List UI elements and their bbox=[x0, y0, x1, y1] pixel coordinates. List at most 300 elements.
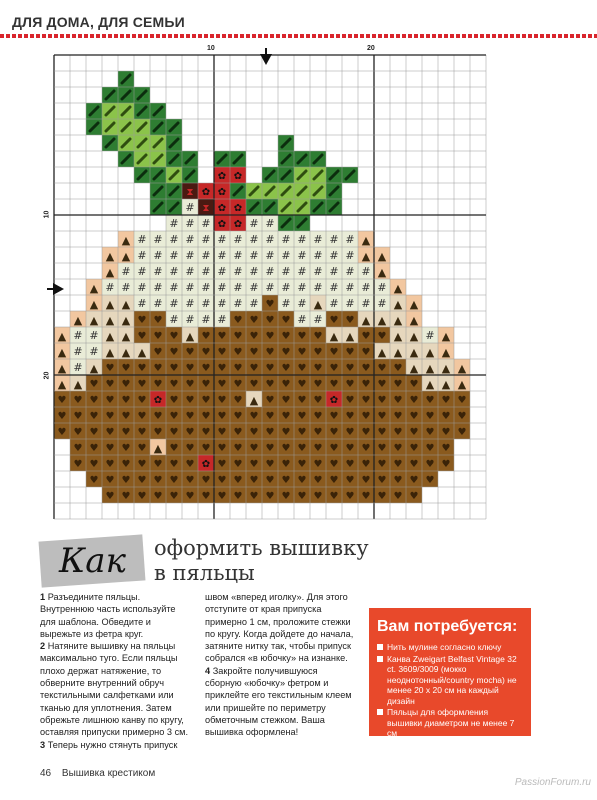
stitch-symbol: # bbox=[137, 249, 147, 262]
stitch-symbol: # bbox=[185, 265, 195, 278]
stitch-symbol: ♥ bbox=[361, 427, 371, 438]
stitch-symbol: ♥ bbox=[281, 475, 291, 486]
stitch-symbol: ♥ bbox=[121, 443, 131, 454]
materials-item-text: Фетр bbox=[387, 739, 407, 750]
stitch-symbol: ♥ bbox=[169, 475, 179, 486]
stitch-symbol: # bbox=[313, 281, 323, 294]
stitch-symbol: ♥ bbox=[233, 347, 243, 358]
bullet-icon bbox=[377, 709, 383, 715]
stitch-symbol: ♥ bbox=[105, 363, 115, 374]
stitch-symbol: ♥ bbox=[345, 491, 355, 502]
stitch-symbol: ♥ bbox=[265, 347, 275, 358]
stitch-symbol: ✿ bbox=[153, 395, 163, 406]
stitch-symbol: ▲ bbox=[377, 346, 387, 359]
stitch-symbol: # bbox=[169, 281, 179, 294]
heading-badge-text: Как bbox=[58, 541, 126, 582]
stitch-symbol: ♥ bbox=[281, 411, 291, 422]
stitch-symbol: ▲ bbox=[105, 266, 115, 279]
stitch-symbol: ✿ bbox=[217, 203, 227, 214]
stitch-symbol: # bbox=[249, 249, 259, 262]
stitch-symbol: ▲ bbox=[73, 314, 83, 327]
instruction-step bbox=[40, 739, 190, 751]
stitch-symbol: # bbox=[297, 313, 307, 326]
stitch-symbol: ♥ bbox=[345, 475, 355, 486]
stitch-symbol: ♥ bbox=[361, 395, 371, 406]
stitch-symbol: ♥ bbox=[249, 379, 259, 390]
stitch-symbol: ♥ bbox=[185, 459, 195, 470]
stitch-symbol: ♥ bbox=[185, 491, 195, 502]
stitch-symbol: ♥ bbox=[313, 427, 323, 438]
materials-item-text: Канва Zweigart Belfast Vintage 32 ct. 3609/3009 (мокко неоднотонный/country mocha) не менее 20 х 20 см на каждый дизайн bbox=[387, 653, 517, 706]
stitch-symbol: # bbox=[233, 281, 243, 294]
stitch-symbol: ▲ bbox=[457, 378, 467, 391]
stitch-symbol: ♥ bbox=[185, 475, 195, 486]
stitch-symbol: ♥ bbox=[105, 491, 115, 502]
watermark: PassionForum.ru bbox=[514, 777, 591, 788]
instruction-step bbox=[205, 665, 355, 739]
stitch-symbol: ♥ bbox=[73, 427, 83, 438]
stitch-symbol: ♥ bbox=[297, 475, 307, 486]
stitch-symbol: ♥ bbox=[57, 395, 67, 406]
stitch-symbol: ♥ bbox=[281, 363, 291, 374]
stitch-symbol: # bbox=[233, 297, 243, 310]
stitch-symbol: ♥ bbox=[441, 395, 451, 406]
stitch-symbol: ♥ bbox=[457, 427, 467, 438]
stitch-symbol: ⧗ bbox=[202, 203, 210, 214]
stitch-symbol: # bbox=[425, 329, 435, 342]
heading-title-line2: в пяльцы bbox=[154, 561, 255, 585]
stitch-symbol: # bbox=[185, 313, 195, 326]
stitch-symbol: # bbox=[217, 281, 227, 294]
stitch-symbol: ♥ bbox=[233, 331, 243, 342]
stitch-symbol: # bbox=[153, 249, 163, 262]
stitch-symbol: ♥ bbox=[265, 475, 275, 486]
stitch-symbol: ♥ bbox=[361, 491, 371, 502]
stitch-symbol: ♥ bbox=[137, 427, 147, 438]
stitch-symbol: # bbox=[345, 265, 355, 278]
stitch-symbol: ♥ bbox=[89, 443, 99, 454]
stitch-symbol: # bbox=[265, 249, 275, 262]
stitch-symbol: ♥ bbox=[425, 411, 435, 422]
stitch-symbol: ♥ bbox=[297, 459, 307, 470]
step-text: швом «вперед иголку». Для этого отступите от края припуска примерно 1 см, проложите стежки по кругу. Когда дойдете до начала, затяните нитку так, чтобы припуск собрался «в юбочку» на изнанке. bbox=[205, 592, 354, 664]
center-arrow-down-icon bbox=[260, 54, 272, 65]
stitch-symbol: ♥ bbox=[201, 395, 211, 406]
stitch-symbol: ▲ bbox=[89, 362, 99, 375]
stitch-symbol: # bbox=[217, 313, 227, 326]
stitch-symbol: # bbox=[137, 281, 147, 294]
stitch-symbol: # bbox=[169, 297, 179, 310]
magazine-name: Вышивка крестиком bbox=[61, 768, 156, 779]
stitch-symbol: ♥ bbox=[105, 475, 115, 486]
stitch-symbol: ♥ bbox=[393, 491, 403, 502]
stitch-symbol: # bbox=[345, 297, 355, 310]
stitch-symbol: ♥ bbox=[153, 475, 163, 486]
stitch-symbol: ♥ bbox=[121, 379, 131, 390]
stitch-symbol: ♥ bbox=[409, 395, 419, 406]
bullet-icon bbox=[377, 656, 383, 662]
materials-box bbox=[369, 608, 531, 750]
instruction-step bbox=[40, 640, 190, 738]
stitch-symbol: # bbox=[153, 281, 163, 294]
stitch-symbol: ♥ bbox=[137, 443, 147, 454]
stitch-symbol: ▲ bbox=[249, 394, 259, 407]
stitch-symbol: ♥ bbox=[137, 411, 147, 422]
stitch-symbol: # bbox=[185, 297, 195, 310]
stitch-symbol: ♥ bbox=[105, 411, 115, 422]
stitch-symbol: # bbox=[137, 233, 147, 246]
stitch-symbol: # bbox=[377, 281, 387, 294]
stitch-symbol: # bbox=[281, 297, 291, 310]
stitch-symbol: ♥ bbox=[105, 395, 115, 406]
stitch-symbol: ▲ bbox=[361, 314, 371, 327]
stitch-symbol: ♥ bbox=[377, 443, 387, 454]
stitch-symbol: ♥ bbox=[393, 443, 403, 454]
stitch-symbol: # bbox=[281, 265, 291, 278]
page-number: 46 bbox=[40, 768, 52, 779]
stitch-symbol: # bbox=[329, 233, 339, 246]
stitch-symbol: ♥ bbox=[377, 491, 387, 502]
stitch-symbol: ♥ bbox=[249, 475, 259, 486]
stitch-symbol: ▲ bbox=[457, 362, 467, 375]
stitch-symbol: # bbox=[105, 281, 115, 294]
stitch-symbol: # bbox=[233, 233, 243, 246]
instructions-column-1 bbox=[40, 591, 190, 751]
stitch-symbol: # bbox=[249, 233, 259, 246]
step-number: 1 bbox=[40, 592, 46, 602]
stitch-symbol: ♥ bbox=[153, 363, 163, 374]
stitch-symbol: ♥ bbox=[169, 347, 179, 358]
materials-title: Вам потребуется: bbox=[377, 618, 518, 635]
stitch-symbol: ♥ bbox=[105, 379, 115, 390]
stitch-symbol: ▲ bbox=[121, 234, 131, 247]
stitch-symbol: ♥ bbox=[169, 491, 179, 502]
stitch-symbol: ▲ bbox=[409, 362, 419, 375]
stitch-symbol: ▲ bbox=[121, 346, 131, 359]
stitch-symbol: ♥ bbox=[185, 379, 195, 390]
stitch-symbol: ♥ bbox=[169, 331, 179, 342]
stitch-symbol: ▲ bbox=[89, 298, 99, 311]
stitch-symbol: ♥ bbox=[393, 395, 403, 406]
stitch-symbol: ♥ bbox=[121, 491, 131, 502]
stitch-symbol: ▲ bbox=[89, 314, 99, 327]
stitch-symbol: # bbox=[169, 265, 179, 278]
stitch-symbol: ♥ bbox=[281, 443, 291, 454]
stitch-symbol: ♥ bbox=[345, 443, 355, 454]
stitch-symbol: ♥ bbox=[233, 379, 243, 390]
stitch-symbol: ♥ bbox=[441, 443, 451, 454]
stitch-symbol: ♥ bbox=[329, 475, 339, 486]
stitch-symbol: # bbox=[137, 265, 147, 278]
stitch-symbol: ▲ bbox=[409, 330, 419, 343]
stitch-symbol: ♥ bbox=[137, 395, 147, 406]
stitch-symbol: ♥ bbox=[249, 347, 259, 358]
stitch-symbol: # bbox=[329, 281, 339, 294]
stitch-symbol: ♥ bbox=[265, 491, 275, 502]
stitch-symbol: ♥ bbox=[169, 443, 179, 454]
stitch-symbol: ♥ bbox=[73, 411, 83, 422]
stitch-symbol: # bbox=[217, 297, 227, 310]
step-text: Теперь нужно стянуть припуск bbox=[47, 739, 178, 750]
stitch-symbol: ♥ bbox=[233, 315, 243, 326]
materials-item-text: Нить мулине согласно ключу bbox=[387, 642, 502, 652]
stitch-symbol: ▲ bbox=[105, 314, 115, 327]
stitch-symbol: ♥ bbox=[313, 363, 323, 374]
stitch-symbol: # bbox=[89, 345, 99, 358]
stitch-symbol: ♥ bbox=[345, 363, 355, 374]
tick-top-10: 10 bbox=[207, 45, 215, 52]
stitch-symbol: # bbox=[313, 265, 323, 278]
header-divider bbox=[0, 34, 597, 38]
stitch-symbol: ▲ bbox=[57, 362, 67, 375]
stitch-symbol: ♥ bbox=[89, 411, 99, 422]
stitch-symbol: ♥ bbox=[329, 379, 339, 390]
stitch-symbol: ▲ bbox=[441, 378, 451, 391]
stitch-symbol: ♥ bbox=[329, 347, 339, 358]
stitch-symbol: ▲ bbox=[57, 346, 67, 359]
stitch-symbol: ▲ bbox=[393, 298, 403, 311]
stitch-symbol: ♥ bbox=[345, 379, 355, 390]
stitch-symbol: ♥ bbox=[393, 427, 403, 438]
stitch-symbol: ♥ bbox=[313, 475, 323, 486]
stitch-symbol: ♥ bbox=[217, 379, 227, 390]
step-number: 4 bbox=[205, 665, 211, 676]
stitch-symbol: # bbox=[281, 281, 291, 294]
stitch-symbol: ▲ bbox=[409, 314, 419, 327]
stitch-symbol: # bbox=[361, 265, 371, 278]
stitch-symbol: ♥ bbox=[121, 427, 131, 438]
stitch-symbol: ✿ bbox=[217, 219, 227, 230]
stitch-symbol: ▲ bbox=[57, 378, 67, 391]
stitch-symbol: ♥ bbox=[201, 363, 211, 374]
stitch-symbol: ♥ bbox=[185, 363, 195, 374]
stitch-symbol: ♥ bbox=[377, 459, 387, 470]
stitch-symbol: ♥ bbox=[121, 459, 131, 470]
stitch-symbol: ♥ bbox=[329, 363, 339, 374]
bullet-icon bbox=[377, 644, 383, 650]
stitch-symbol: ♥ bbox=[121, 395, 131, 406]
stitch-symbol: ♥ bbox=[345, 427, 355, 438]
step-number: 2 bbox=[40, 641, 46, 652]
stitch-symbol: ▲ bbox=[313, 298, 323, 311]
stitch-symbol: ♥ bbox=[249, 459, 259, 470]
stitch-symbol: ▲ bbox=[361, 234, 371, 247]
stitch-symbol: ▲ bbox=[441, 362, 451, 375]
stitch-symbol: ♥ bbox=[393, 459, 403, 470]
stitch-symbol: # bbox=[153, 297, 163, 310]
stitch-symbol: # bbox=[281, 249, 291, 262]
stitch-symbol: ♥ bbox=[217, 363, 227, 374]
stitch-symbol: ♥ bbox=[409, 379, 419, 390]
stitch-symbol: ♥ bbox=[265, 427, 275, 438]
stitch-symbol: ▲ bbox=[345, 330, 355, 343]
stitch-symbol: ♥ bbox=[377, 331, 387, 342]
materials-item bbox=[377, 707, 523, 739]
stitch-symbol: ♥ bbox=[281, 427, 291, 438]
stitch-symbol: # bbox=[185, 201, 195, 214]
stitch-symbol: ♥ bbox=[329, 427, 339, 438]
stitch-symbol: ♥ bbox=[265, 299, 275, 310]
stitch-symbol: # bbox=[377, 297, 387, 310]
stitch-symbol: ♥ bbox=[137, 475, 147, 486]
stitch-symbol: ♥ bbox=[313, 443, 323, 454]
stitch-symbol: ♥ bbox=[313, 491, 323, 502]
stitch-symbol: ♥ bbox=[201, 379, 211, 390]
stitch-symbol: ♥ bbox=[153, 491, 163, 502]
stitch-symbol: # bbox=[329, 297, 339, 310]
stitch-symbol: ▲ bbox=[105, 250, 115, 263]
stitch-symbol: # bbox=[217, 249, 227, 262]
stitch-symbol: ✿ bbox=[217, 171, 227, 182]
stitch-symbol: ♥ bbox=[249, 363, 259, 374]
step-text: Разъедините пяльцы. Внутреннюю часть используйте для шаблона. Обведите и вырежьте из фетра круг. bbox=[40, 592, 176, 639]
stitch-symbol: # bbox=[73, 329, 83, 342]
stitch-symbol: ♥ bbox=[137, 491, 147, 502]
stitch-symbol: ▲ bbox=[361, 250, 371, 263]
stitch-symbol: # bbox=[345, 249, 355, 262]
stitch-symbol: ♥ bbox=[137, 379, 147, 390]
page-footer bbox=[40, 768, 155, 779]
stitch-symbol: ♥ bbox=[89, 475, 99, 486]
stitch-symbol: ♥ bbox=[409, 491, 419, 502]
stitch-symbol: ♥ bbox=[361, 411, 371, 422]
stitch-symbol: ♥ bbox=[153, 459, 163, 470]
stitch-symbol: # bbox=[329, 249, 339, 262]
stitch-symbol: ♥ bbox=[265, 411, 275, 422]
tick-left-10: 10 bbox=[43, 210, 51, 219]
stitch-symbol: ♥ bbox=[185, 347, 195, 358]
stitch-symbol: ▲ bbox=[409, 346, 419, 359]
stitch-symbol: # bbox=[153, 233, 163, 246]
stitch-symbol: ♥ bbox=[137, 459, 147, 470]
stitch-symbol: ♥ bbox=[361, 459, 371, 470]
stitch-symbol: ▲ bbox=[441, 330, 451, 343]
stitch-symbol: ♥ bbox=[377, 395, 387, 406]
stitch-symbol: ♥ bbox=[121, 411, 131, 422]
stitch-symbol: ♥ bbox=[329, 315, 339, 326]
stitch-symbol: ♥ bbox=[441, 411, 451, 422]
stitch-symbol: ▲ bbox=[425, 378, 435, 391]
stitch-symbol: # bbox=[249, 265, 259, 278]
stitch-symbol: ♥ bbox=[345, 395, 355, 406]
stitch-symbol: # bbox=[265, 217, 275, 230]
stitch-symbol: ♥ bbox=[73, 395, 83, 406]
stitch-symbol: ♥ bbox=[217, 443, 227, 454]
stitch-symbol: # bbox=[121, 265, 131, 278]
stitch-symbol: ✿ bbox=[217, 187, 227, 198]
stitch-symbol: # bbox=[313, 249, 323, 262]
stitch-symbol: ♥ bbox=[185, 395, 195, 406]
stitch-symbol: # bbox=[169, 249, 179, 262]
stitch-symbol: ♥ bbox=[361, 363, 371, 374]
stitch-symbol: ♥ bbox=[425, 395, 435, 406]
stitch-symbol: ▲ bbox=[425, 346, 435, 359]
stitch-symbol: ▲ bbox=[409, 298, 419, 311]
stitch-symbol: ▲ bbox=[57, 330, 67, 343]
stitch-symbol: # bbox=[201, 297, 211, 310]
stitch-symbol: ♥ bbox=[265, 443, 275, 454]
stitch-symbol: ♥ bbox=[329, 411, 339, 422]
stitch-symbol: ♥ bbox=[393, 379, 403, 390]
stitch-symbol: # bbox=[361, 281, 371, 294]
stitch-symbol: ♥ bbox=[345, 411, 355, 422]
stitch-symbol: ▲ bbox=[377, 314, 387, 327]
stitch-symbol: # bbox=[297, 249, 307, 262]
stitch-symbol: ♥ bbox=[153, 331, 163, 342]
heading-title-line1: оформить вышивку bbox=[154, 536, 369, 560]
stitch-symbol: ♥ bbox=[393, 475, 403, 486]
stitch-symbol: ♥ bbox=[313, 347, 323, 358]
stitch-symbol: ♥ bbox=[233, 395, 243, 406]
stitch-symbol: ✿ bbox=[233, 171, 243, 182]
stitch-symbol: # bbox=[233, 265, 243, 278]
stitch-symbol: ♥ bbox=[345, 347, 355, 358]
stitch-symbol: # bbox=[73, 345, 83, 358]
stitch-symbol: # bbox=[265, 265, 275, 278]
stitch-symbol: ♥ bbox=[217, 459, 227, 470]
stitch-symbol: ▲ bbox=[425, 362, 435, 375]
stitch-symbol: ♥ bbox=[377, 475, 387, 486]
stitch-symbol: ♥ bbox=[409, 459, 419, 470]
stitch-symbol: ♥ bbox=[153, 315, 163, 326]
stitch-symbol: ♥ bbox=[233, 443, 243, 454]
stitch-symbol: ♥ bbox=[233, 459, 243, 470]
stitch-symbol: ♥ bbox=[169, 379, 179, 390]
stitch-symbol: ♥ bbox=[297, 331, 307, 342]
stitch-symbol: ♥ bbox=[105, 427, 115, 438]
stitch-symbol: ♥ bbox=[297, 379, 307, 390]
stitch-symbol: ♥ bbox=[153, 379, 163, 390]
stitch-symbol: ▲ bbox=[393, 330, 403, 343]
materials-item-text: Пяльцы для оформления вышивки диаметром не менее 7 см bbox=[387, 707, 515, 738]
stitch-symbol: ♥ bbox=[409, 427, 419, 438]
stitch-symbol: # bbox=[201, 233, 211, 246]
stitch-symbol: # bbox=[217, 233, 227, 246]
stitch-symbol: # bbox=[185, 249, 195, 262]
stitch-symbol: # bbox=[249, 281, 259, 294]
stitch-symbol: ♥ bbox=[265, 379, 275, 390]
stitch-symbol: ♥ bbox=[217, 411, 227, 422]
stitch-symbol: ♥ bbox=[153, 427, 163, 438]
stitch-symbol: ♥ bbox=[377, 411, 387, 422]
stitch-symbol: ♥ bbox=[137, 315, 147, 326]
stitch-symbol: # bbox=[89, 329, 99, 342]
stitch-symbol: ▲ bbox=[121, 298, 131, 311]
stitch-symbol: ♥ bbox=[217, 395, 227, 406]
stitch-symbol: ♥ bbox=[249, 427, 259, 438]
stitch-symbol: ♥ bbox=[105, 443, 115, 454]
stitch-symbol: ♥ bbox=[281, 315, 291, 326]
stitch-symbol: ♥ bbox=[217, 331, 227, 342]
stitch-symbol: ▲ bbox=[377, 250, 387, 263]
stitch-symbol: ♥ bbox=[57, 427, 67, 438]
stitch-symbol: ♥ bbox=[361, 475, 371, 486]
instruction-step bbox=[40, 591, 190, 640]
stitch-symbol: ♥ bbox=[393, 363, 403, 374]
stitch-symbol: ♥ bbox=[457, 395, 467, 406]
stitch-symbol: ♥ bbox=[169, 395, 179, 406]
stitch-symbol: ♥ bbox=[297, 443, 307, 454]
stitch-symbol: # bbox=[249, 297, 259, 310]
stitch-symbol: # bbox=[233, 249, 243, 262]
stitch-symbol: ♥ bbox=[361, 331, 371, 342]
stitch-symbol: # bbox=[329, 265, 339, 278]
stitch-symbol: ♥ bbox=[249, 411, 259, 422]
stitch-symbol: ♥ bbox=[121, 363, 131, 374]
stitch-symbol: # bbox=[201, 265, 211, 278]
stitch-symbol: ♥ bbox=[73, 443, 83, 454]
stitch-symbol: ♥ bbox=[89, 459, 99, 470]
